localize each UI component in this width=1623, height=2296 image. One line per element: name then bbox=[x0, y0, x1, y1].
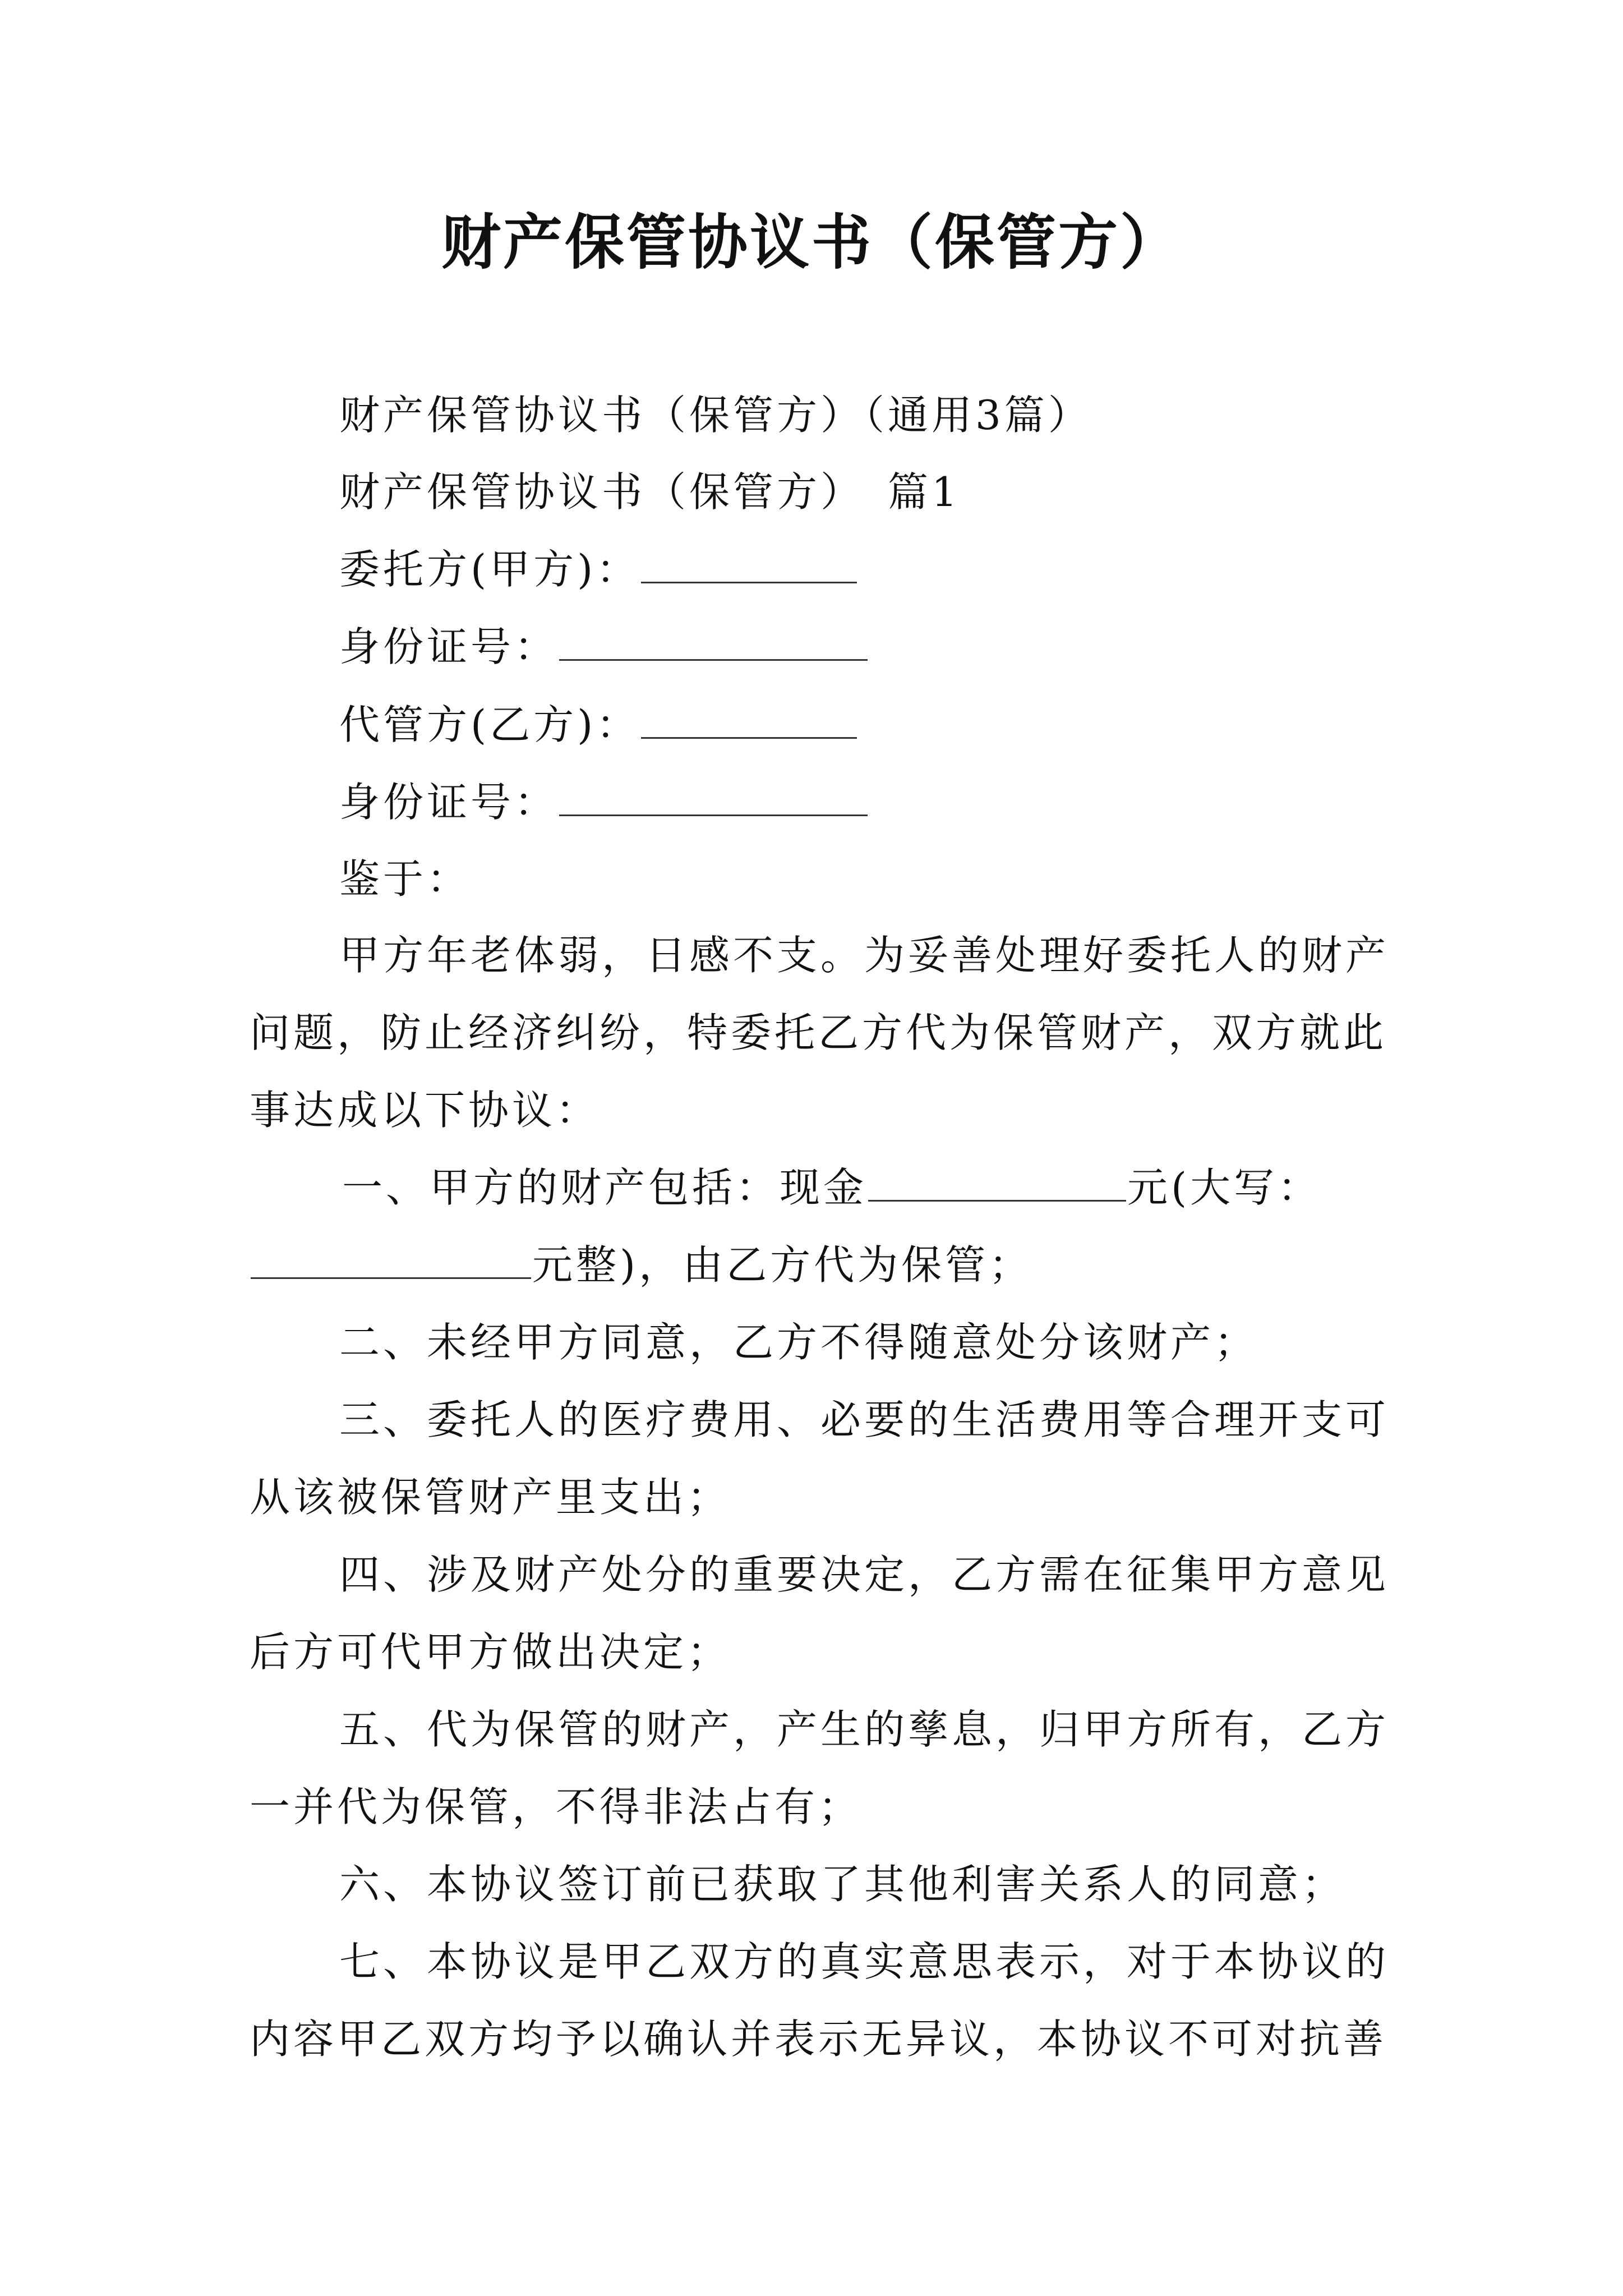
clause-2: 二、未经甲方同意，乙方不得随意处分该财产； bbox=[339, 1319, 1258, 1366]
clause-3-continued: 从该被保管财产里支出； bbox=[250, 1474, 731, 1521]
section-heading: 财产保管协议书（保管方） 篇1 bbox=[339, 468, 961, 516]
clause-5-continued: 一并代为保管，不得非法占有； bbox=[250, 1783, 863, 1830]
custodian-field bbox=[339, 694, 858, 756]
clause-7: 七、本协议是甲乙双方的真实意思表示，对于本协议的 bbox=[339, 1938, 1390, 1985]
document-title: 财产保管协议书（保管方） bbox=[441, 208, 1182, 277]
principal-id-blank bbox=[559, 628, 868, 661]
custodian-id-label: 身份证号： bbox=[339, 779, 559, 826]
custodian-id-field bbox=[339, 771, 869, 833]
preamble-line: 甲方年老体弱，日感不支。为妥善处理好委托人的财产 bbox=[339, 932, 1390, 979]
principal-name-blank bbox=[641, 550, 857, 583]
document-subtitle: 财产保管协议书（保管方）（通用3篇） bbox=[339, 392, 1092, 439]
clause-4: 四、涉及财产处分的重要决定，乙方需在征集甲方意见 bbox=[339, 1551, 1390, 1598]
clause-1-text: 一、甲方的财产包括：现金 bbox=[342, 1164, 868, 1211]
clause-1 bbox=[342, 1157, 1321, 1218]
whereas-label: 鉴于： bbox=[339, 855, 471, 903]
custodian-id-blank bbox=[559, 783, 868, 816]
principal-field bbox=[339, 539, 858, 600]
custodian-label: 代管方(乙方)： bbox=[339, 701, 640, 748]
clause-1-continued bbox=[250, 1234, 1032, 1296]
clause-6: 六、本协议签订前已获取了其他利害关系人的同意； bbox=[339, 1861, 1346, 1908]
principal-label: 委托方(甲方)： bbox=[339, 546, 640, 593]
preamble-line: 问题，防止经济纠纷，特委托乙方代为保管财产，双方就此 bbox=[250, 1009, 1387, 1056]
clause-3: 三、委托人的医疗费用、必要的生活费用等合理开支可 bbox=[339, 1396, 1390, 1443]
principal-id-field bbox=[339, 616, 869, 678]
clause-5: 五、代为保管的财产，产生的孳息，归甲方所有，乙方 bbox=[339, 1706, 1390, 1753]
principal-id-label: 身份证号： bbox=[339, 623, 559, 670]
preamble-line: 事达成以下协议： bbox=[250, 1087, 600, 1134]
cash-words-blank bbox=[251, 1246, 531, 1279]
clause-7-continued: 内容甲乙双方均予以确认并表示无异议，本协议不可对抗善 bbox=[250, 2016, 1387, 2063]
clause-1-text: 元整)，由乙方代为保管； bbox=[532, 1241, 1033, 1289]
clause-4-continued: 后方可代甲方做出决定； bbox=[250, 1628, 731, 1676]
clause-1-text: 元(大写： bbox=[1127, 1164, 1322, 1211]
cash-amount-blank bbox=[868, 1168, 1126, 1202]
custodian-name-blank bbox=[641, 706, 857, 739]
